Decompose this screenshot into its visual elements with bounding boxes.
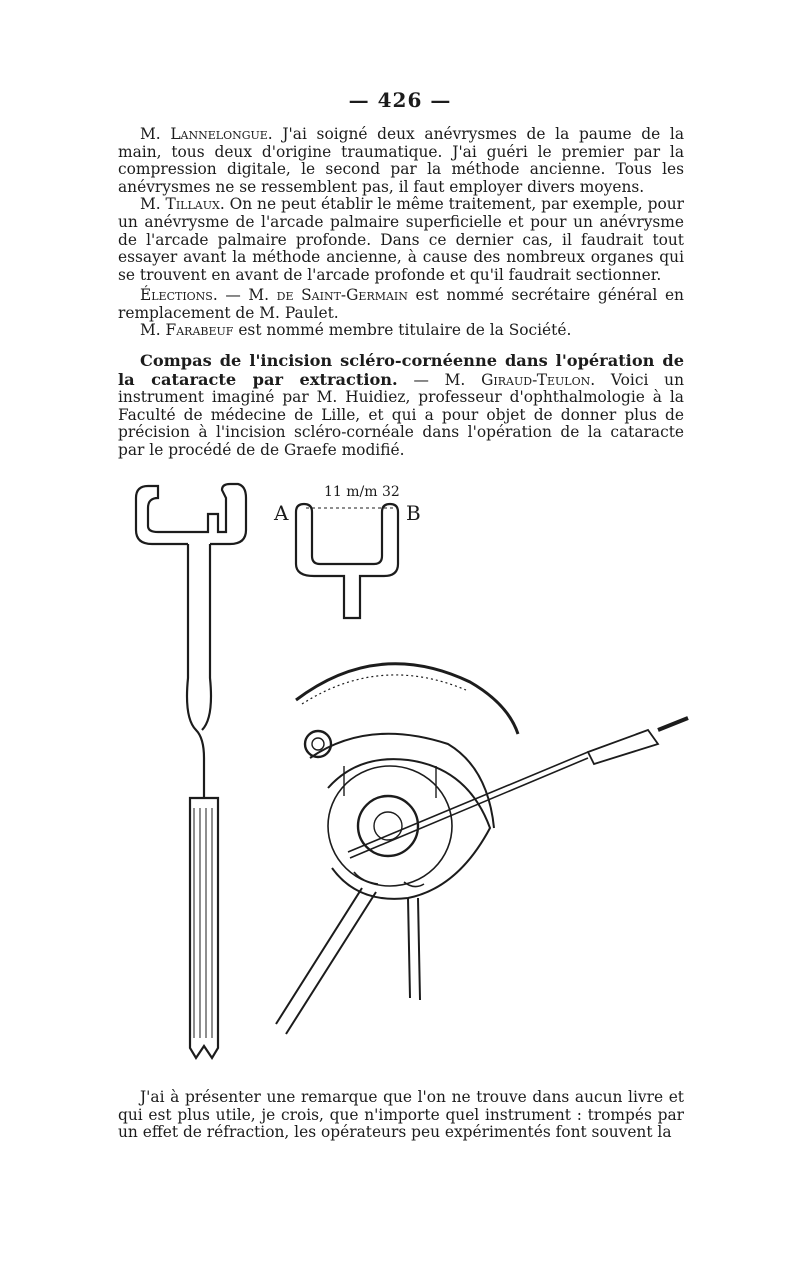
compass-and-eye-engraving bbox=[118, 468, 698, 1080]
paragraph-text: On ne peut établir le même traitement, par exemple, pour un anévrysme de l'arcade palmaire superficielle et pour un anévrysme de l'arcade palmaire profonde. Dans ce dernier cas, il faudrait tout essayer avant la méthode ancienne, à cause des nombreux organes qui se trouvent en avant de l'arcade profonde et qu'il faudrait sectionner. bbox=[118, 195, 684, 284]
paragraph-elections: Élections. — M. de Saint-Germain est nommé secrétaire général en remplacement de M. Paulet. bbox=[118, 286, 684, 322]
eye-illustration bbox=[296, 664, 518, 899]
compas-block bbox=[118, 352, 684, 460]
paragraph-text: J'ai soigné deux anévrysmes de la paume de la main, tous deux d'origine traumatique. J'ai guéri le premier par la compression digitale, le second par la méthode ancienne. Tous les anévrysmes ne se ressemblent pas, il faut employer divers moyens. bbox=[118, 125, 684, 196]
paragraph-farabeuf: M. Farabeuf est nommé membre titulaire de la Société. bbox=[140, 321, 572, 340]
name-saint-germain: de Saint-Germain bbox=[276, 286, 408, 304]
paragraph-tillaux bbox=[118, 196, 684, 284]
section-heading: Compas de l'incision scléro-cornéenne dans l'opération de la cataracte par extraction. bbox=[118, 351, 684, 389]
engraving-figure bbox=[118, 468, 698, 1080]
measure-label: 11 m/m 32 bbox=[324, 484, 400, 500]
speaker-lannelongue: M. Lannelongue. bbox=[140, 125, 273, 143]
elections-label: Élections. bbox=[140, 286, 218, 304]
paragraph-remarque: J'ai à présenter une remarque que l'on ne trouve dans aucun livre et qui est plus utile, je crois, que n'importe quel instrument : trompés par un effet de réfraction, les opérateurs peu expérimentés font souvent la bbox=[118, 1088, 684, 1142]
compass-head-detail bbox=[296, 504, 398, 618]
discussion-block bbox=[118, 126, 684, 284]
paragraph-lannelongue bbox=[118, 126, 684, 196]
name-farabeuf: Farabeuf bbox=[165, 321, 234, 340]
compass-instrument bbox=[136, 484, 246, 1058]
speaker-tillaux: M. Tillaux. bbox=[140, 195, 225, 214]
name-giraud-teulon: Giraud-Teulon. bbox=[481, 370, 596, 389]
closing-block bbox=[118, 1089, 684, 1142]
label-a: A bbox=[274, 501, 289, 525]
label-b: B bbox=[406, 501, 421, 525]
elections-block bbox=[118, 287, 684, 340]
paragraph-compas: Compas de l'incision scléro-cornéenne dans l'opération de la cataracte par extraction. — M. Giraud-Teulon. Voici un instrument imaginé par M. Huidiez, professeur d'ophthalmologie à la Faculté de médecine de Lille, et qui a pour objet de donner plus de précision à l'incision scléro-cornéale dans l'opération de la cataracte par le procédé de de Graefe modifié. bbox=[118, 351, 684, 459]
page-number: — 426 — bbox=[348, 88, 452, 112]
